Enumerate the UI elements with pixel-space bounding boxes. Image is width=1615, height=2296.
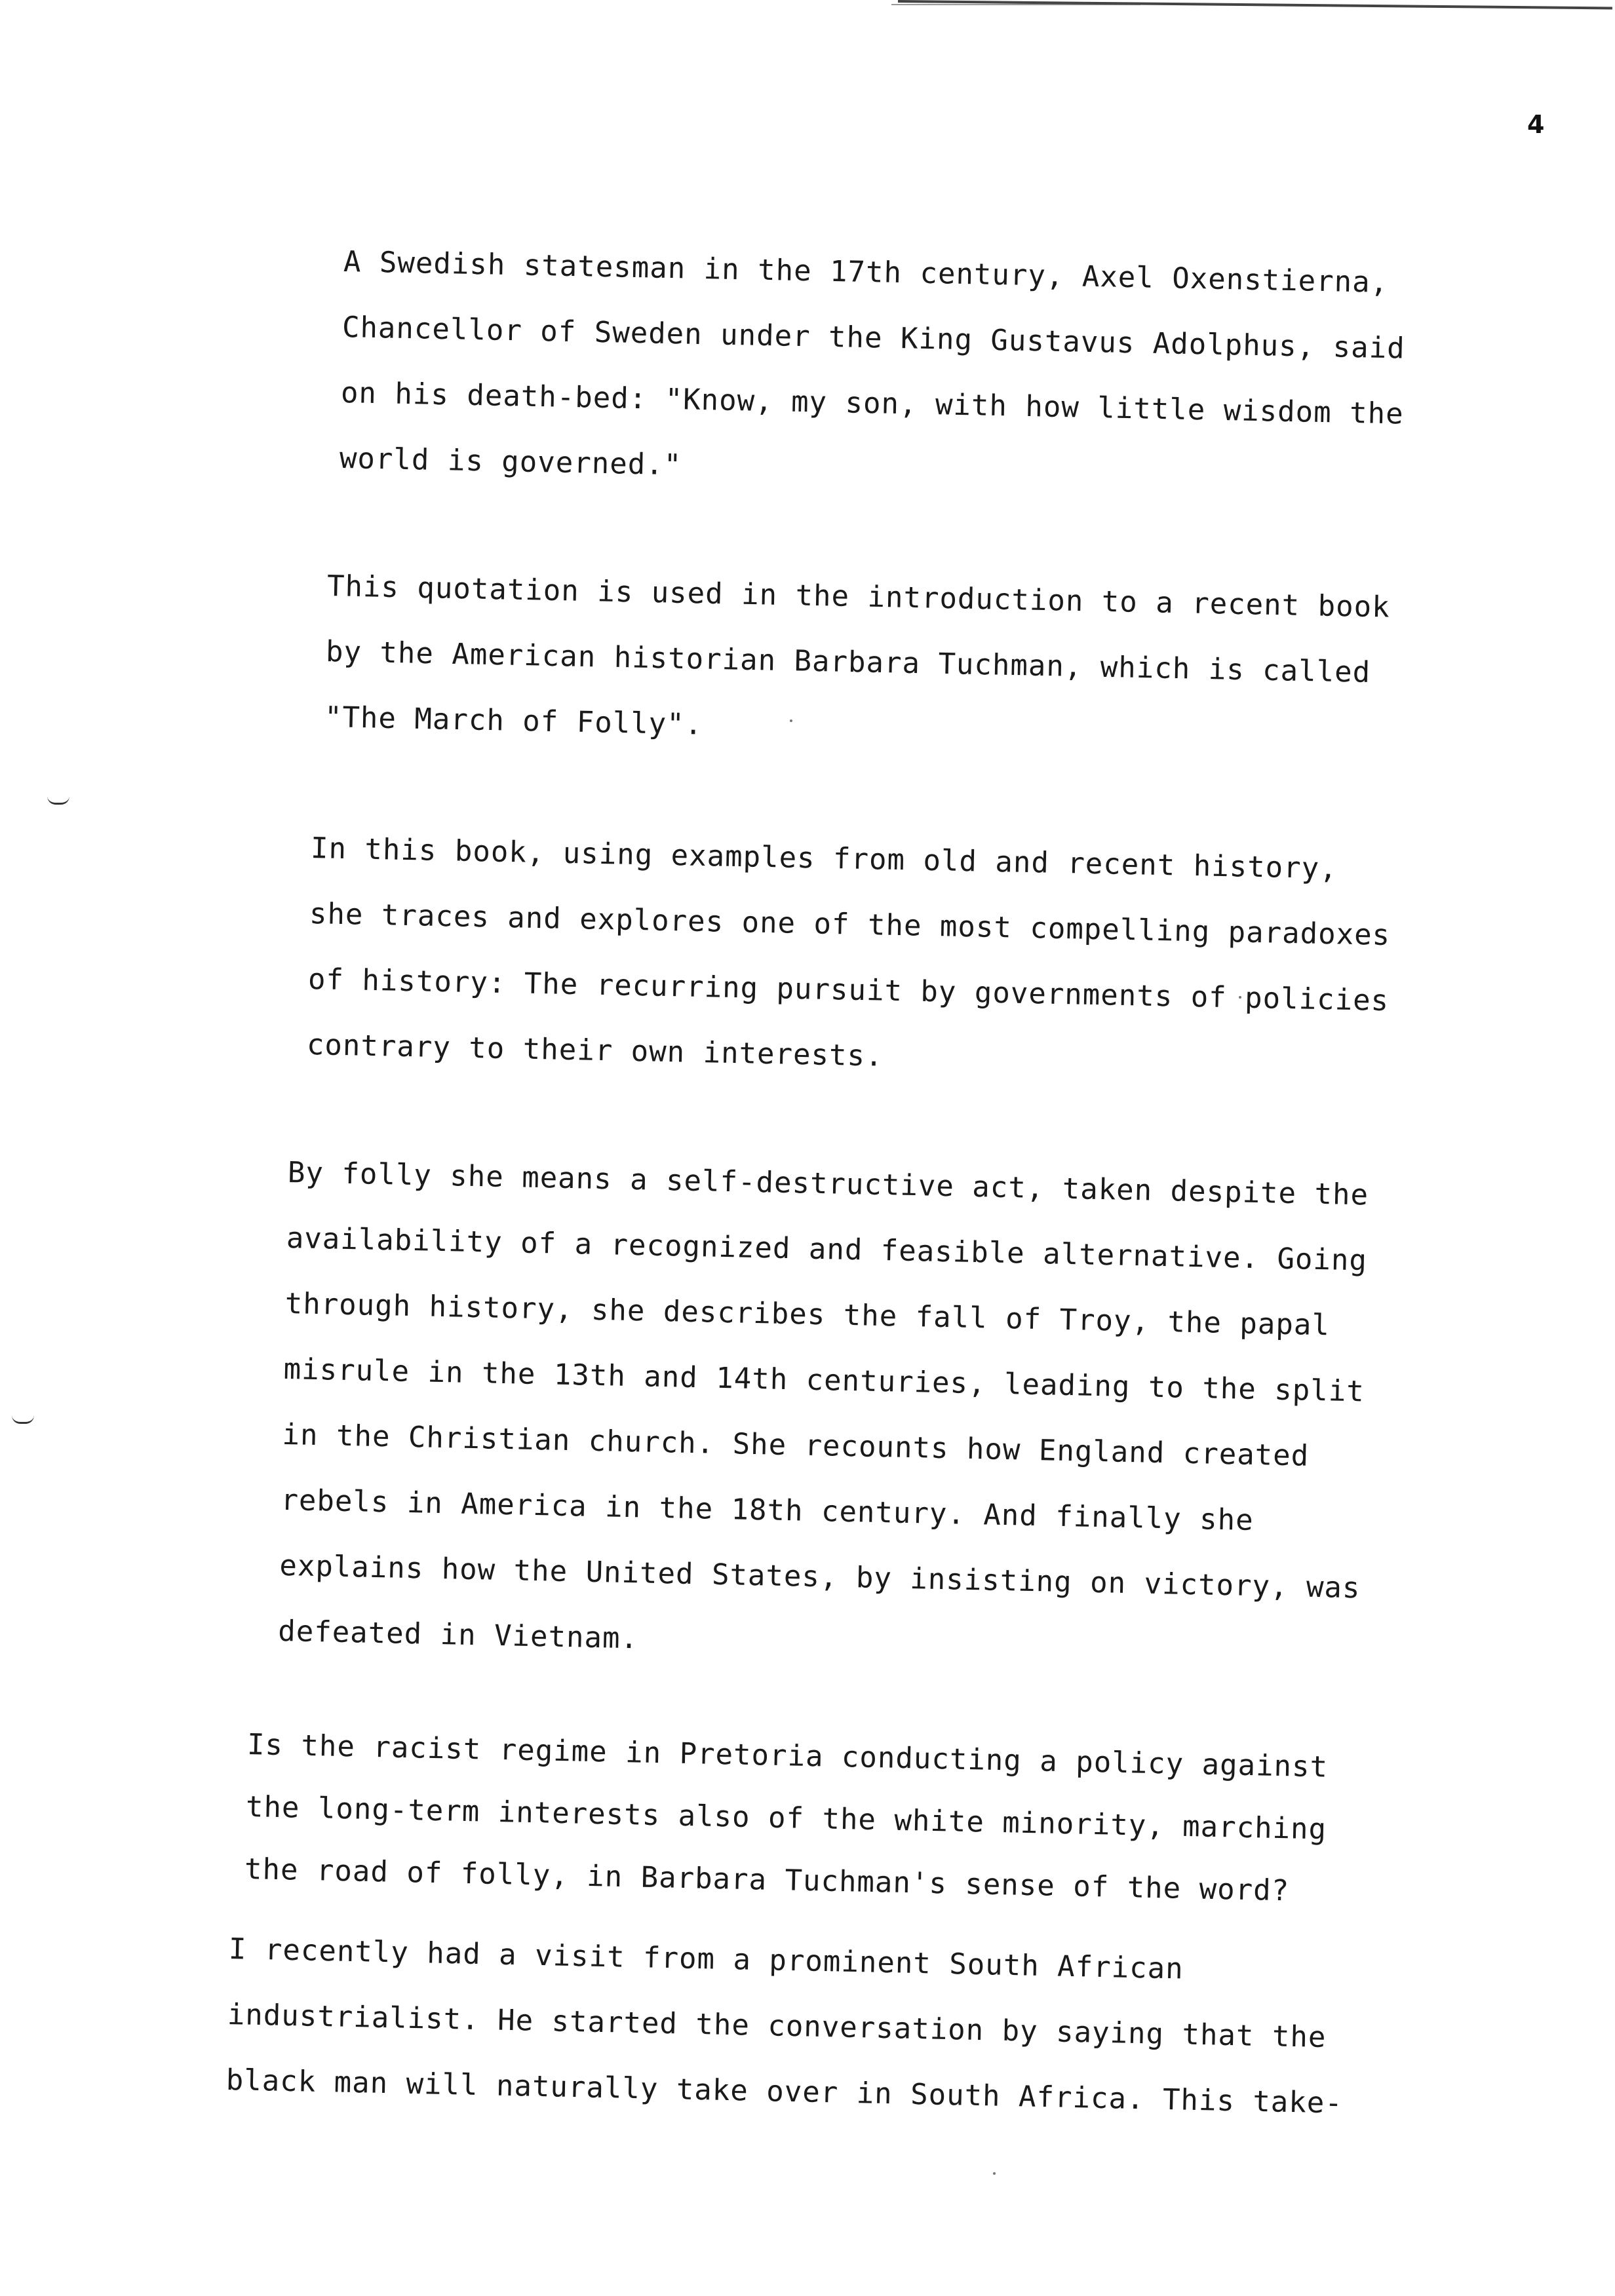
paragraph xyxy=(324,554,1391,771)
paragraph xyxy=(244,1713,1329,1923)
text-line: defeated in Vietnam. xyxy=(277,1614,639,1656)
paragraph xyxy=(306,816,1392,1100)
text-line: the long-term interests also of the white minority, marching xyxy=(245,1789,1327,1846)
margin-mark xyxy=(12,1415,34,1424)
page-number: 4 xyxy=(1527,110,1545,139)
text-line: explains how the United States, by insisting on victory, was xyxy=(279,1548,1361,1605)
paragraph xyxy=(277,1140,1369,1687)
text-line: A Swedish statesman in the 17th century, Axel Oxenstierna, xyxy=(343,244,1389,299)
text-line: Is the racist regime in Pretoria conducting a policy against xyxy=(246,1727,1329,1784)
text-line: black man will naturally take over in South Africa. This take- xyxy=(225,2063,1344,2120)
text-line: by the American historian Barbara Tuchman, which is called xyxy=(325,634,1371,689)
text-line: In this book, using examples from old and recent history, xyxy=(310,831,1338,886)
text-line: through history, she describes the fall of Troy, the papal xyxy=(284,1286,1331,1343)
text-line: rebels in America in the 18th century. And finally she xyxy=(280,1483,1255,1537)
margin-mark xyxy=(47,796,69,805)
text-line: "The March of Folly". xyxy=(324,700,703,742)
text-line: on his death-bed: "Know, my son, with how little wisdom the xyxy=(340,375,1405,431)
text-line: of history: The recurring pursuit by governments of policies xyxy=(307,962,1390,1018)
text-line: Chancellor of Sweden under the King Gustavus Adolphus, said xyxy=(341,310,1406,366)
text-line: This quotation is used in the introduction to a recent book xyxy=(326,569,1391,624)
text-line: contrary to their own interests. xyxy=(306,1027,884,1073)
text-line: she traces and explores one of the most compelling paradoxes xyxy=(309,896,1391,953)
text-line: in the Christian church. She recounts how England created xyxy=(282,1417,1310,1473)
paper-speck xyxy=(993,2172,996,2175)
text-line: the road of folly, in Barbara Tuchman's sense of the word? xyxy=(244,1852,1290,1908)
text-line: misrule in the 13th and 14th centuries, leading to the split xyxy=(283,1352,1365,1409)
text-line: industrialist. He started the conversation by saying that the xyxy=(227,1997,1327,2055)
text-line: availability of a recognized and feasible alternative. Going xyxy=(286,1221,1368,1278)
text-line: world is governed." xyxy=(339,441,682,482)
text-line: I recently had a visit from a prominent South African xyxy=(228,1932,1184,1986)
paragraph xyxy=(339,229,1407,512)
text-line: By folly she means a self-destructive act, taken despite the xyxy=(287,1155,1369,1212)
top-edge-rule-secondary xyxy=(891,4,1140,5)
paragraph xyxy=(225,1917,1346,2137)
